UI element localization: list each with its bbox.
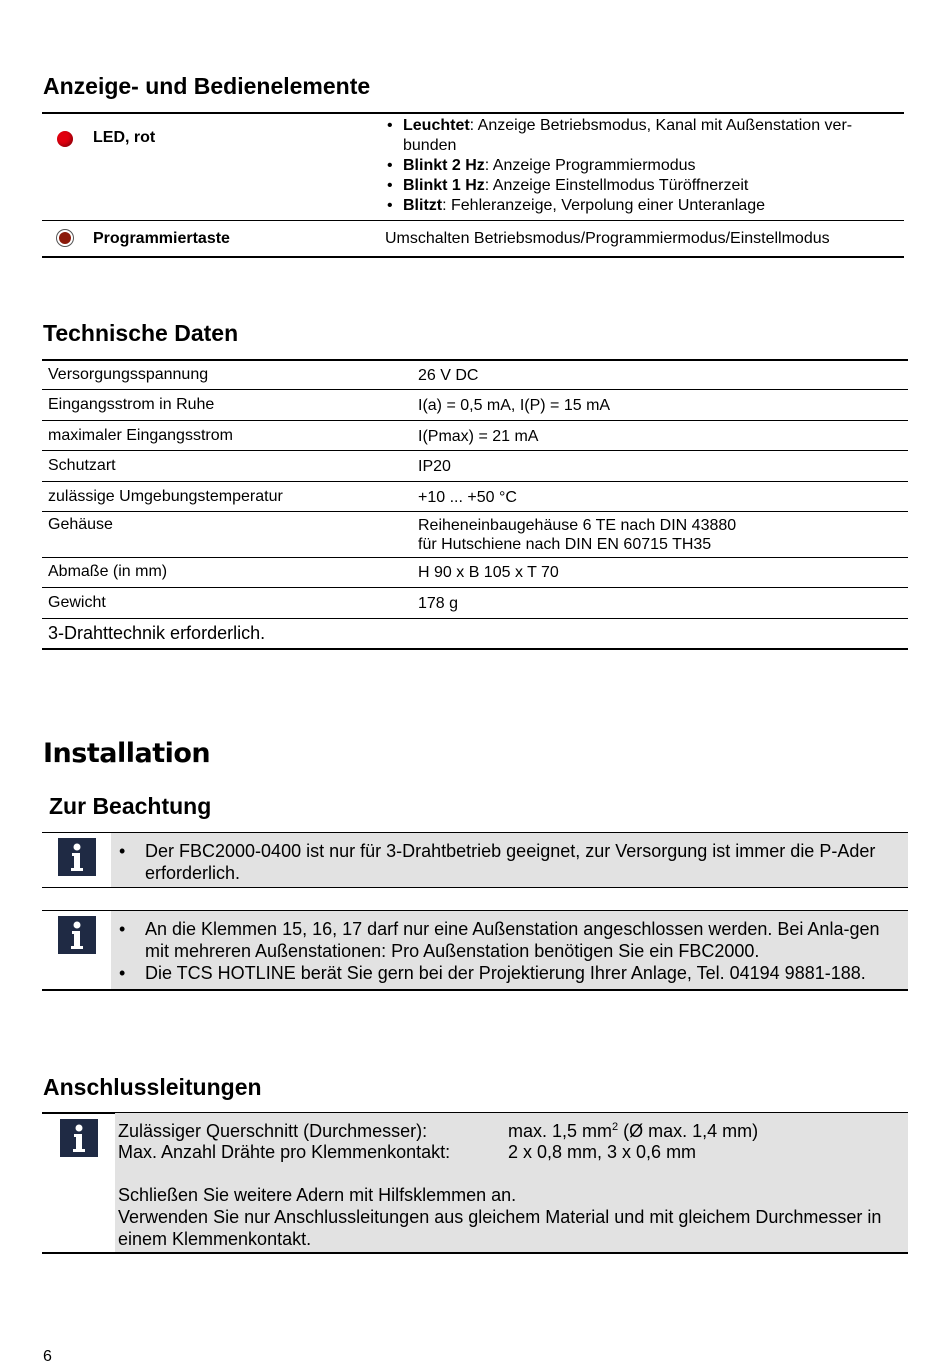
section-title-controls: Anzeige- und Bedienelemente [43, 73, 371, 99]
program-button-icon [56, 229, 74, 247]
divider [42, 389, 908, 390]
info-icon [60, 1119, 98, 1157]
list-item: • Der FBC2000-0400 ist nur für 3-Drahtbetrieb geeignet, zur Versorgung ist immer die P-Ader erforderlich. [111, 840, 881, 884]
section-title-cables: Anschlussleitungen [43, 1074, 262, 1100]
list-item: • Blinkt 2 Hz: Anzeige Programmiermodus [385, 156, 903, 176]
led-states-list [385, 116, 903, 216]
section-title-installation: Installation [43, 738, 211, 769]
led-label: LED, rot [93, 129, 156, 146]
divider [42, 220, 904, 221]
section-title-tech: Technische Daten [43, 320, 239, 346]
divider [42, 450, 908, 451]
cable-max-wires-value: 2 x 0,8 mm, 3 x 0,6 mm [508, 1142, 697, 1162]
divider [42, 557, 908, 558]
divider [42, 648, 908, 650]
divider [42, 887, 908, 888]
list-item: • An die Klemmen 15, 16, 17 darf nur eine Außenstation angeschlossen werden. Bei Anla-gen mit mehreren Außenstationen: Pro Außenstation benötigen Sie ein FBC2000. [111, 918, 901, 962]
divider [42, 481, 908, 482]
cable-cross-section-value: max. 1,5 $mm^2$ (Ø max. 1,4 mm) [508, 1121, 759, 1141]
divider [42, 511, 908, 512]
list-item: • Blinkt 1 Hz: Anzeige Einstellmodus Türöffnerzeit [385, 176, 903, 196]
cable-paragraph: Verwenden Sie nur Anschlussleitungen aus gleichem Material und mit gleichem Durchmesser in einem Klemmenkontakt. [118, 1207, 882, 1249]
divider [42, 989, 908, 991]
divider [42, 618, 908, 619]
cable-max-wires-label: Max. Anzahl Drähte pro Klemmenkontakt: [118, 1142, 451, 1162]
program-button-description: Umschalten Betriebsmodus/Programmiermodus/Einstellmodus [385, 230, 830, 247]
tech-footnote: 3-Drahttechnik erforderlich. [48, 623, 266, 643]
program-button-label: Programmiertaste [93, 230, 230, 247]
note-list [111, 918, 901, 984]
divider [42, 112, 904, 114]
note-list [111, 840, 881, 884]
divider [42, 359, 908, 361]
subsection-title-notes: Zur Beachtung [49, 793, 212, 819]
divider [42, 420, 908, 421]
list-item: • Die TCS HOTLINE berät Sie gern bei der Projektierung Ihrer Anlage, Tel. 04194 9881-188. [111, 962, 901, 984]
divider [42, 256, 904, 258]
cable-cross-section-label: Zulässiger Querschnitt (Durchmesser): [118, 1121, 428, 1141]
cable-paragraph: Schließen Sie weitere Adern mit Hilfsklemmen an. [118, 1185, 517, 1205]
list-item: • Blitzt: Fehleranzeige, Verpolung einer Unteranlage [385, 196, 903, 216]
page-number: 6 [43, 1348, 52, 1365]
red-led-icon [57, 131, 73, 147]
info-icon [58, 838, 96, 876]
divider [42, 587, 908, 588]
divider [42, 1252, 908, 1254]
info-icon [58, 916, 96, 954]
list-item: • Leuchtet: Anzeige Betriebsmodus, Kanal mit Außenstation ver-bunden [385, 116, 903, 156]
